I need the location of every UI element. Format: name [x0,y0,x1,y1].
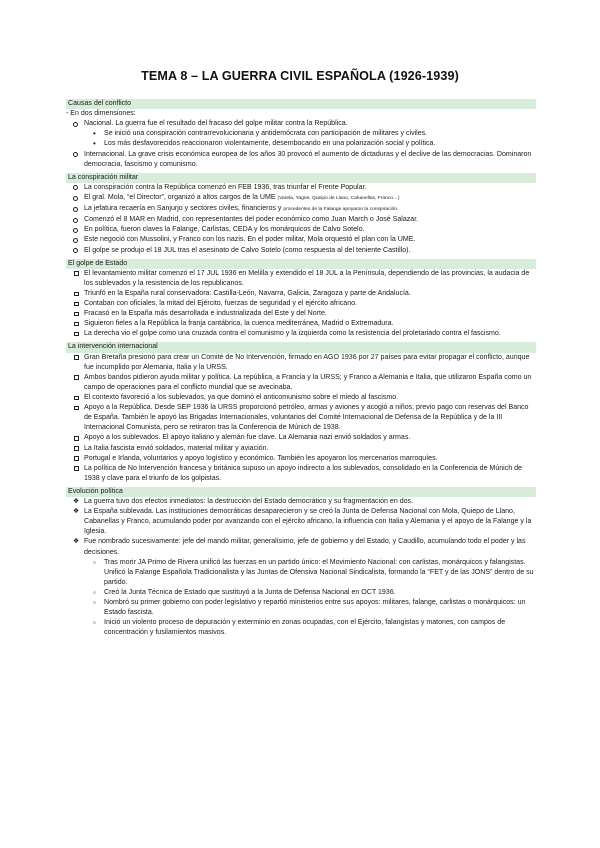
list-intervencion [66,353,536,484]
list-causas [66,119,536,169]
square-bullet-icon [74,332,79,337]
list-item: El contexto favoreció a los sublevados, ya que dominó el anticomunismo sobre el miedo al fascismo. [66,393,536,403]
square-bullet-icon [74,302,79,307]
square-bullet-icon [74,466,79,471]
circle-bullet-icon [73,196,78,201]
list-item: La conspiración contra la República comenzó en FEB 1936, tras triunfar el Frente Popular. [66,183,536,193]
list-conspiracion [66,183,536,256]
list-item: ◦ Inició un violento proceso de depuración y exterminio en zonas ocupadas, con el Ejército, falangistas y matones, con campos de concentración y fusilamientos masivos. [93,618,506,637]
square-bullet-icon [74,292,79,297]
diamond-bullet-icon: ❖ [73,508,80,516]
section-heading-causas: Causas del conflicto [66,99,536,109]
square-bullet-icon [74,456,79,461]
square-bullet-icon [74,375,79,380]
circle-bullet-icon [73,152,78,157]
list-item: La jefatura recaería en Sanjurjo y sectores civiles, financieros y procedentes de la Falange apoyaron la conspiración. [66,204,536,215]
dot-bullet-icon: ◦ [93,618,96,628]
small-note: procedentes de la Falange apoyaron la conspiración. [283,207,399,213]
dot-bullet-icon: • [93,129,96,139]
list-item: ◦ Nombró su primer gobierno con poder legislativo y repartió ministerios entre sus apoyos: militares, falange, carlistas o monárquicos: un Estado fascista. [93,598,526,617]
list-item: Internacional. La grave crisis económica europea de los años 30 provocó el aumento de dictaduras y el declive de las democracias. Dominaron democracia, fascismo y comunismo. [66,150,536,170]
list-item: Apoyo a la República. Desde SEP 1936 la URSS proporcionó petróleo, armas y aviones y acogió a niños, previo pago con reservas del Banco de España. También le apoyó las Brigadas Internacionales, voluntarios del Comité Internacional de Defensa de la República y de la III Internacional Comunista, pero se retiraron tras la Conferencia de Múnich de 1938. [66,403,536,433]
square-bullet-icon [74,355,79,360]
list-item: • Los más desfavorecidos reaccionaron violentamente, desembocando en una polarización social y política. [93,139,436,149]
dot-bullet-icon: ◦ [93,587,96,597]
document-body [66,99,536,638]
list-item: Ambos bandos pidieron ayuda militar y política. La república, a Francia y la URSS; y Franco a Alemania e Italia, que utilizaron España como un campo de operaciones para el conflicto mundial que se avecinaba. [66,373,536,393]
list-item: El golpe se produjo el 18 JUL tras el asesinato de Calvo Sotelo (como respuesta al del teniente Castillo). [66,246,536,256]
circle-bullet-icon [73,207,78,212]
list-item: ❖ La guerra tuvo dos efectos inmediatos: la destrucción del Estado democrático y su fragmentación en dos. [66,497,536,507]
diamond-bullet-icon: ❖ [73,498,80,506]
section-heading-evolucion: Evolución política [66,487,536,497]
list-item: • Se inició una conspiración contrarrevolucionaria y antidemócrata con participación de militares y civiles. [93,129,428,139]
document-title: TEMA 8 – LA GUERRA CIVIL ESPAÑOLA (1926-1939) [141,69,459,83]
circle-bullet-icon [73,185,78,190]
square-bullet-icon [74,271,79,276]
list-item: Gran Bretaña presionó para crear un Comité de No Intervención, firmado en AGO 1936 por 27 países para evitar propagar el conflicto, aunque fue incumplido por Alemania, Italia y la URSS. [66,353,536,373]
list-item: El gral. Mola, “el Director”, organizó a altos cargos de la UME (Varela, Yagüe, Queipo de Llano, Cabanellas, Franco…) [66,193,536,204]
square-bullet-icon [74,446,79,451]
small-note: (Varela, Yagüe, Queipo de Llano, Cabanellas, Franco…) [277,196,400,202]
list-item: Contaban con oficiales, la mitad del Ejército, fuerzas de seguridad y el ejército africano. [66,299,536,309]
list-item: La Italia fascista envió soldados, material militar y aviación. [66,444,536,454]
list-item: Triunfó en la España rural conservadora: Castilla-León, Navarra, Galicia, Zaragoza y parte de Andalucía. [66,289,536,299]
list-item: La política de No Intervención francesa y británica supuso un apoyo indirecto a los sublevados, consolidado en la Conferencia de Múnich de 1938 y clave para el triunfo de los golpistas. [66,464,536,484]
section-heading-intervencion: La intervención internacional [66,342,536,352]
list-item: ◦ Tras morir JA Primo de Rivera unificó las fuerzas en un partido único: el Movimiento Nacional: con carlistas, monárquicos y falangistas. Unificó la Falange Española Tradicionalista y las Juntas de Ofensiva Nacional Sindicalista, formando la “FET y de las JONS” dentro de su partido. [93,557,534,586]
section-heading-conspiracion: La conspiración militar [66,173,536,183]
square-bullet-icon [74,396,79,401]
list-item: ◦ Creó la Junta Técnica de Estado que sustituyó a la Junta de Defensa Nacional en OCT 1936. [93,587,396,597]
list-item: Este negoció con Mussolini, y Franco con los nazis. En el poder militar, Mola orquestó el plan con la UME. [66,235,536,245]
list-item: Comenzó el 8 MAR en Madrid, con representantes del poder económico como Juan March o José Salazar. [66,215,536,225]
circle-bullet-icon [73,218,78,223]
list-item: Nacional. La guerra fue el resultado del fracaso del golpe militar contra la República. [66,119,536,129]
square-bullet-icon [74,436,79,441]
list-item: ❖ La España sublevada. Las instituciones democráticas desaparecieron y se creó la Junta de Defensa Nacional con Mola, Quiepo de Llano, Cabanellas y Franco, acumulando poder por avanzando con el ejército africano, la influencia con Italia y Alemania y el apoyo de la Falange y la Iglesia. [73,508,532,536]
circle-bullet-icon [73,122,78,127]
dot-bullet-icon: • [93,139,96,149]
list-item: La derecha vio el golpe como una cruzada contra el comunismo y la izquierda como la resistencia del proletariado contra el fascismo. [66,329,536,339]
circle-bullet-icon [73,238,78,243]
list-evolucion [66,497,536,638]
list-item: Portugal e Irlanda, voluntarios y apoyo logístico y económico. También les apoyaron los mercenarios marroquíes. [66,454,536,464]
list-item: ❖ Fue nombrado sucesivamente: jefe del mando militar, generalísimo, jefe de gobierno y del Estado, y Caudillo, acumulando todo el poder y las decisiones. [73,538,526,556]
square-bullet-icon [74,312,79,317]
intro-line: - En dos dimensiones: [66,110,136,118]
list-golpe [66,269,536,340]
list-item: El levantamiento militar comenzó el 17 JUL 1936 en Melilla y extendido el 18 JUL a la Península, dependiendo de las provincias, la audacia de los sublevados y la resistencia de los republicanos. [66,269,536,289]
dot-bullet-icon: ◦ [93,557,96,567]
square-bullet-icon [74,322,79,327]
square-bullet-icon [74,406,79,411]
list-item: Apoyo a los sublevados. El apoyo italiano y alemán fue clave. La Alemania nazi envió soldados y armas. [66,433,536,443]
list-item: En política, fueron claves la Falange, Carlistas, CEDA y los monárquicos de Calvo Sotelo. [66,225,536,235]
dot-bullet-icon: ◦ [93,598,96,608]
section-heading-golpe: El golpe de Estado [66,259,536,269]
list-item: Siguieron fieles a la República la franja cantábrica, la cuenca mediterránea, Madrid o Extremadura. [66,319,536,329]
circle-bullet-icon [73,228,78,233]
diamond-bullet-icon: ❖ [73,538,80,546]
list-item: Fracasó en la España más desarrollada e industrializada del Este y del Norte. [66,309,536,319]
circle-bullet-icon [73,248,78,253]
